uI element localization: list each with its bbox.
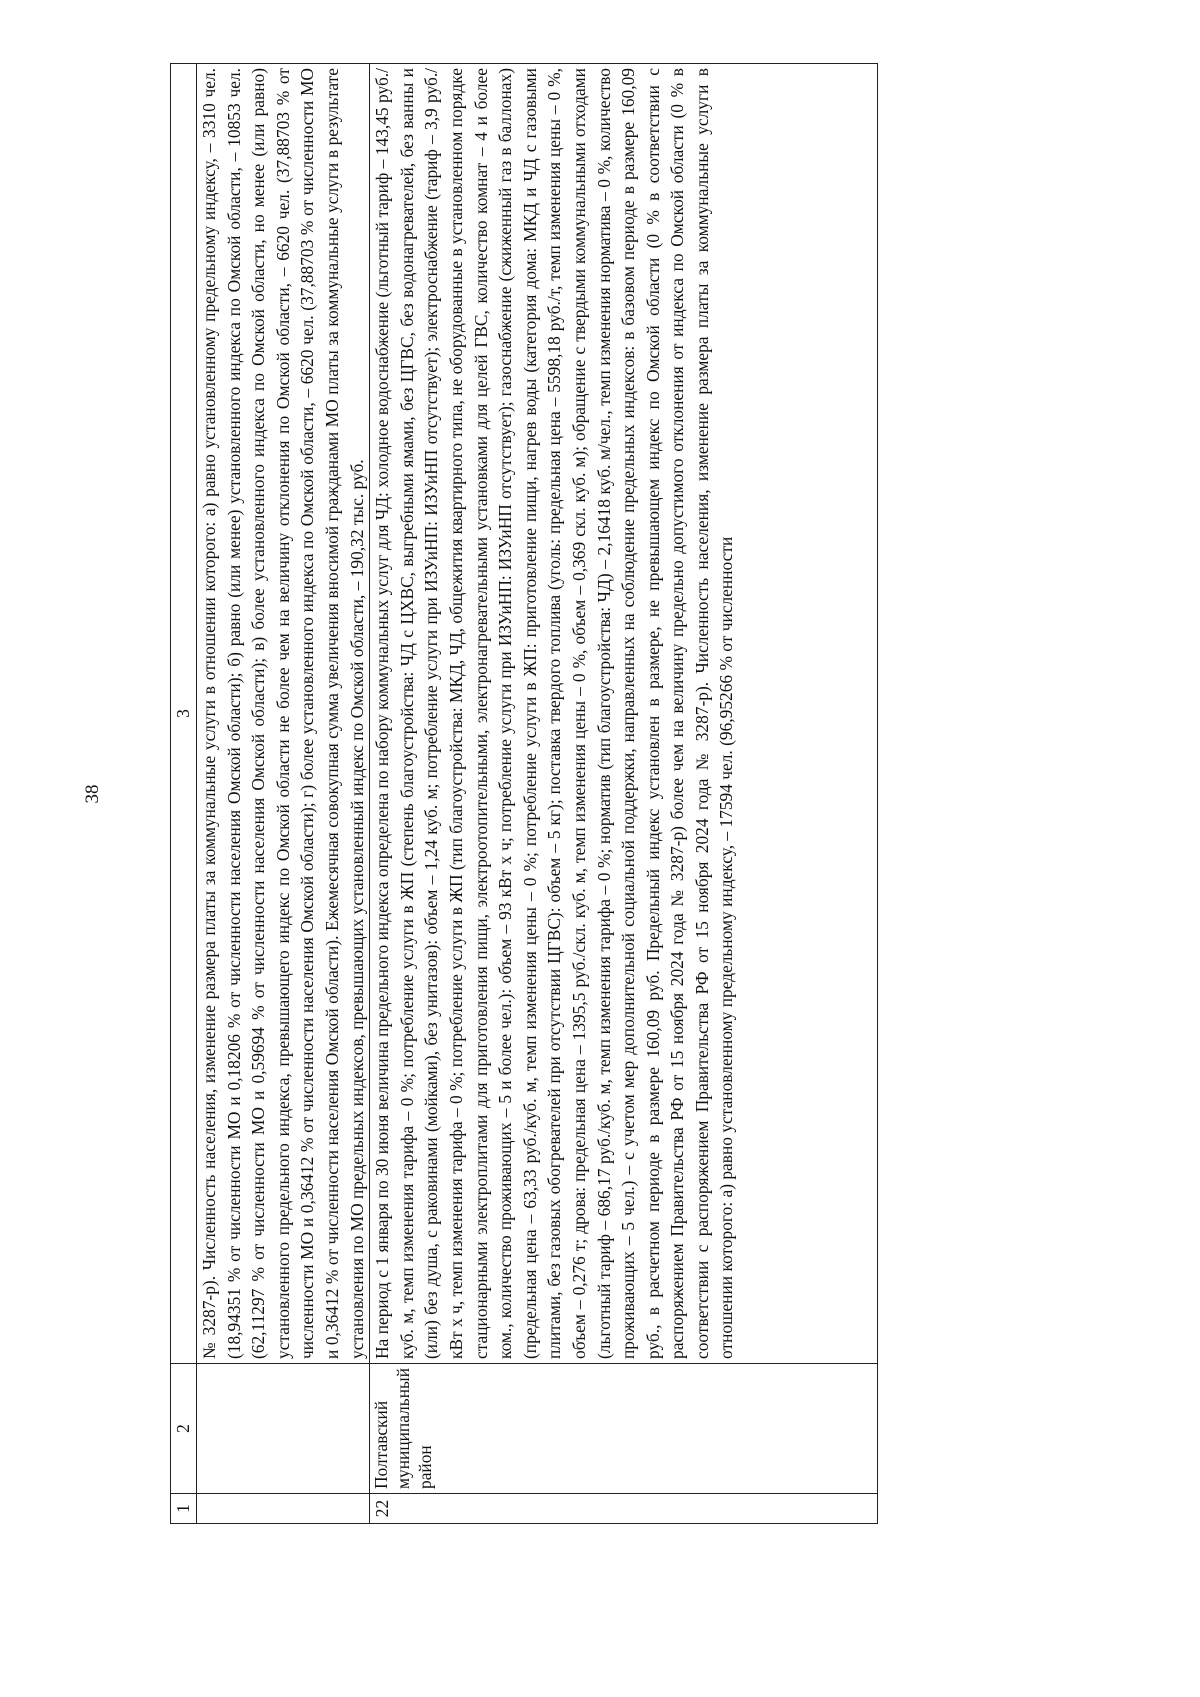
row-description-clip <box>370 68 877 1359</box>
municipality-name <box>197 1364 370 1494</box>
header-col-1: 1 <box>171 1494 197 1524</box>
rotated-page-content <box>82 64 1050 1524</box>
row-description-text: № 3287-р). Численность населения, изменение размера платы за коммунальные услуги в отношении которого: а) равно установленному предельному индексу, – 3310 чел. (18,94351 % от численности МО и 0,18206 % от численности населения Омской области); б) равно (или менее) установленного индекса по Омской области, – 10853 чел. (62,11297 % от численности МО и 0,59694 % от численности населения Омской области); в) более установленного индекса по Омской области, но менее (или равно) установленного предельного индекса, превышающего индекс по Омской области не более чем на величину отклонения по Омской области, – 6620 чел. (37,88703 % от численности МО и 0,36412 % от численности населения Омской области); г) более установленного индекса по Омской области, – 6620 чел. (37,88703 % от численности МО и 0,36412 % от численности населения Омской области). Ежемесячная совокупная сумма увеличения вносимой гражданами МО платы за коммунальные услуги в результате установления по МО предельных индексов, превышающих установленный индекс по Омской области, – 190,32 тыс. руб. <box>199 68 367 1359</box>
row-number: 22 <box>370 1494 878 1524</box>
page-number: 38 <box>82 784 103 804</box>
row-description-text: На период с 1 января по 30 июня величина предельного индекса определена по набору коммунальных услуг для ЧД: холодное водоснабжение (льготный тариф – 143,45 руб./куб. м, темп изменения тарифа – 0 %; потребление услуги в ЖП (степень благоустройства: ЧД с ЦХВС, выгребными ямами, без ЦГВС, без водонагревателей, без ванны и (или) без душа, с раковинами (мойками), без унитазов): объем – 1,24 куб. м; потребление услуги при ИЗУиНП: ИЗУиНП отсутствует); электроснабжение (тариф – 3,9 руб./кВт х ч, темп изменения тарифа – 0 %; потребление услуги в ЖП (тип благоустройства: МКД, ЧД, общежития квартирного типа, не оборудованные в установленном порядке стационарными электроплитами для приготовления пищи, электроотопительными, электронагревательными установками для целей ГВС, количество комнат – 4 и более ком., количество проживающих – 5 и более чел.): объем – 93 кВт х ч; потребление услуги при ИЗУиНП: ИЗУиНП отсутствует); газоснабжение (сжиженный газ в баллонах) (предельная цена – 63,33 руб./куб. м, темп изменения цены – 0 %; потребление услуги в ЖП: приготовление пищи, нагрев воды (категория дома: МКД и ЧД с газовыми плитами, без газовых обогревателей при отсутствии ЦГВС): объем – 5 кг); поставка твердого топлива (уголь: предельная цена – 5598,18 руб./т, темп изменения цены – 0 %, объем – 0,276 т; дрова: предельная цена – 1395,5 руб./скл. куб. м, темп изменения цены – 0 %, объем – 0,369 скл. куб. м); обращение с твердыми коммунальными отходами (льготный тариф – 686,17 руб./куб. м, темп изменения тарифа – 0 %; норматив (тип благоустройства: ЧД) – 2,16418 куб. м/чел., темп изменения норматива – 0 %, количество проживающих – 5 чел.) – с учетом мер дополнительной социальной поддержки, направленных на соблюдение предельных индексов: в базовом периоде в размере 160,09 руб., в расчетном периоде в размере 160,09 руб. Предельный индекс установлен в размере, не превышающем индекс по Омской области (0 % в соответствии с распоряжением Правительства РФ от 15 ноября 2024 года № 3287-р) более чем на величину предельно допустимого отклонения от индекса по Омской области (0 % в соответствии с распоряжением Правительства РФ от 15 ноября 2024 года № 3287-р). Численность населения, изменение размера платы за коммунальные услуги в отношении которого: а) равно установленному предельному индексу, – 17594 чел. (96,95266 % от численности <box>372 68 737 1359</box>
table-row <box>197 64 370 1524</box>
table-row <box>370 64 878 1524</box>
header-col-2: 2 <box>171 1364 197 1494</box>
row-description <box>197 64 370 1364</box>
document-table <box>170 63 878 1524</box>
row-number <box>197 1494 370 1524</box>
table-header-row <box>171 64 197 1524</box>
row-description <box>370 64 878 1364</box>
municipality-name: Полтавский муниципальный район <box>370 1364 878 1494</box>
header-col-3: 3 <box>171 64 197 1364</box>
